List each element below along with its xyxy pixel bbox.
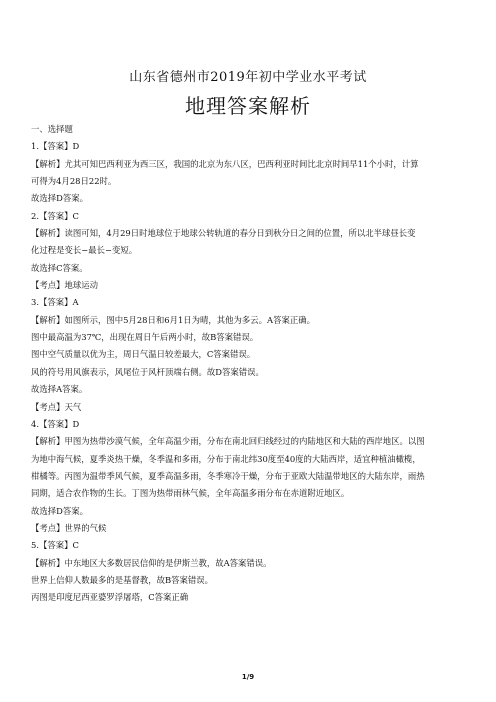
page-number: 1/9 bbox=[241, 673, 255, 681]
text-line: 【考点】地球运动 bbox=[31, 280, 98, 291]
text-line: 为地中海气候，夏季炎热干燥，冬季温和多雨，分布于南北纬30度至40度的大陆西岸，适宜种植油橄榄， bbox=[31, 453, 421, 464]
text-line: 【考点】世界的气候 bbox=[31, 522, 107, 533]
answer-body bbox=[31, 121, 463, 607]
text-line: 风的符号用风旗表示，风尾位于风杆顶端右侧。故D答案错误。 bbox=[31, 366, 264, 377]
text-line: 5.【答案】C bbox=[31, 540, 79, 551]
text-line: 化过程是变长−最长−变短。 bbox=[31, 245, 138, 256]
text-line: 【考点】天气 bbox=[31, 401, 82, 412]
text-line: 世界上信仰人数最多的是基督教，故B答案错误。 bbox=[31, 574, 214, 585]
text-line: 3.【答案】A bbox=[31, 297, 79, 308]
text-line: 【解析】如图所示，图中5月28日和6月1日为晴，其他为多云。A答案正确。 bbox=[31, 314, 315, 325]
text-line: 【解析】中东地区大多数居民信仰的是伊斯兰教，故A答案错误。 bbox=[31, 557, 272, 568]
text-line: 4.【答案】D bbox=[31, 418, 80, 429]
exam-subtitle: 山东省德州市2019年初中学业水平考试 bbox=[129, 70, 367, 85]
text-line: 【解析】读图可知，4月29日时地球位于地球公转轨道的春分日到秋分日之间的位置，所以北半球昼长变 bbox=[31, 228, 416, 239]
text-line: 【解析】甲图为热带沙漠气候，全年高温少雨，分布在南北回归线经过的内陆地区和大陆的西岸地区。以图 bbox=[31, 436, 425, 447]
text-line: 【解析】尤其可知巴西利亚为西三区，我国的北京为东八区，巴西利亚时间比北京时间早11个小时，计算 bbox=[31, 158, 419, 169]
section-heading: 一、选择题 bbox=[31, 124, 73, 134]
text-line: 同期，适合农作物的生长。丁图为热带雨林气候，全年高温多雨分布在赤道附近地区。 bbox=[31, 488, 350, 499]
text-line: 故选择D答案。 bbox=[31, 505, 88, 516]
text-line: 故选择A答案。 bbox=[31, 384, 88, 395]
page-title: 地理答案解析 bbox=[185, 94, 311, 118]
text-line: 可得为4月28日22时。 bbox=[31, 176, 117, 187]
text-line: 故选择D答案。 bbox=[31, 193, 88, 204]
text-line: 1.【答案】D bbox=[31, 141, 80, 152]
text-line: 图中最高温为37℃，出现在周日午后两小时，故B答案错误。 bbox=[31, 332, 259, 343]
text-line: 故选择C答案。 bbox=[31, 262, 88, 273]
text-line: 图中空气质量以优为主，周日气温日较差最大，C答案错误。 bbox=[31, 349, 256, 360]
text-line: 丙图是印度尼西亚婆罗浮屠塔，C答案正确 bbox=[31, 592, 189, 603]
text-line: 2.【答案】C bbox=[31, 210, 79, 221]
text-line: 柑橘等。丙图为温带季风气候，夏季高温多雨，冬季寒冷干燥，分布于亚欧大陆温带地区的大陆东岸，雨热 bbox=[31, 470, 425, 481]
